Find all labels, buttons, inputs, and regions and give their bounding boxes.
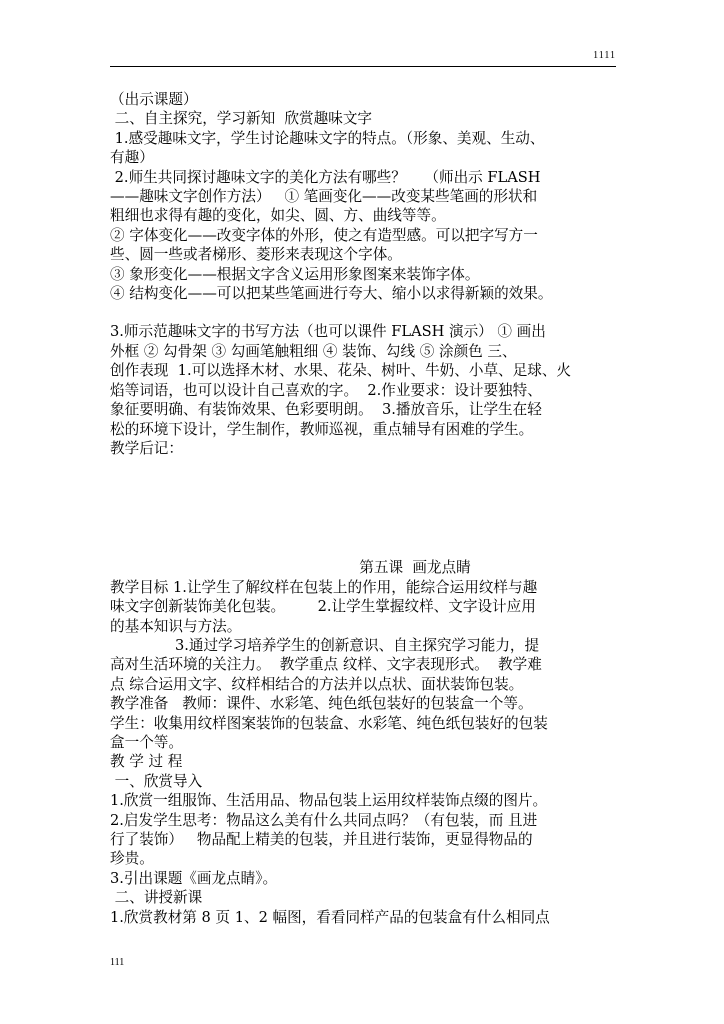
text-line: 1.感受趣味文字，学生讨论趣味文字的特点。（形象、美观、生动、	[110, 129, 545, 147]
text-line: 教学后记：	[110, 439, 183, 457]
text-line: 珍贵。	[110, 850, 154, 868]
text-line: 粗细也求得有趣的变化，如尖、圆、方、曲线等等。	[110, 207, 446, 225]
text-line: ④ 结构变化——可以把某些笔画进行夸大、缩小以求得新颖的效果。	[110, 285, 553, 303]
lesson-title: 第五课 画龙点睛	[359, 559, 471, 577]
text-line: 学生：收集用纹样图案装饰的包装盒、水彩笔、纯色纸包装好的包装	[110, 714, 548, 732]
text-line: 味文字创新装饰美化包装。 2.让学生掌握纹样、文字设计应用	[110, 598, 536, 616]
lesson-title-wrap	[110, 558, 620, 577]
text-line: 松的环境下设计，学生制作，教师巡视，重点辅导有困难的学生。	[110, 420, 534, 438]
text-line: 一、欣赏导入	[110, 772, 203, 790]
text-line: 教学准备 教师：课件、水彩笔、纯色纸包装好的包装盒一个等。	[110, 695, 533, 713]
document-body	[110, 90, 620, 927]
text-line: （出示课题）	[110, 91, 198, 108]
text-line: 1.欣赏一组服饰、生活用品、物品包装上运用纹样装饰点缀的图片。	[110, 792, 548, 810]
text-line: ② 字体变化——改变字体的外形，使之有造型感。可以把字写方一	[110, 226, 538, 244]
spacer	[110, 303, 620, 322]
spacer	[110, 458, 620, 558]
header-page-number: 1111	[593, 50, 616, 61]
text-line: 行了装饰） 物品配上精美的包装，并且进行装饰，更显得物品的	[110, 831, 533, 848]
text-line: 2.启发学生思考：物品这么美有什么共同点吗？（有包装，而 且进	[110, 811, 538, 829]
text-line: ③ 象形变化——根据文字含义运用形象图案来装饰字体。	[110, 265, 480, 283]
text-line: 的基本知识与方法。	[110, 617, 242, 635]
text-line: 外框 ② 勾骨架 ③ 勾画笔触粗细 ④ 装饰、勾线 ⑤ 涂颜色 三、	[110, 342, 517, 360]
header-rule	[110, 66, 616, 67]
text-line: 创作表现 1.可以选择木材、水果、花朵、树叶、牛奶、小草、足球、火	[110, 362, 572, 380]
text-line: 有趣）	[110, 149, 154, 167]
text-line: 焰等词语，也可以设计自己喜欢的字。 2.作业要求：设计要独特、	[110, 381, 542, 399]
section-appreciate-fun-text	[110, 90, 620, 303]
text-line: 高对生活环境的关注力。 教学重点 纹样、文字表现形式。 教学难	[110, 656, 542, 674]
text-line: 3.通过学习培养学生的创新意识、自主探究学习能力，提	[110, 636, 540, 654]
section-lesson-five	[110, 578, 620, 927]
text-line: 3.引出课题《画龙点睛》。	[110, 869, 278, 887]
text-line: 二、自主探究，学习新知 欣赏趣味文字	[110, 110, 373, 128]
text-line: 2.师生共同探讨趣味文字的美化方法有哪些？ （师出示 FLASH	[110, 168, 541, 186]
text-line: 象征要明确、有装饰效果、色彩要明朗。 3.播放音乐，让学生在轻	[110, 401, 542, 419]
footer-page-number: 111	[110, 957, 125, 968]
text-line: 二、讲授新课	[110, 889, 203, 907]
text-line: 教 学 过 程	[110, 753, 183, 771]
text-line: 教学目标 1.让学生了解纹样在包装上的作用，能综合运用纹样与趣	[110, 578, 538, 596]
text-line: 点 综合运用文字、纹样相结合的方法并以点状、面状装饰包装。	[110, 675, 524, 693]
text-line: 些、圆一些或者梯形、菱形来表现这个字体。	[110, 246, 402, 264]
text-line: 盒一个等。	[110, 733, 183, 751]
section-demonstration	[110, 322, 620, 458]
text-line: ——趣味文字创作方法） ① 笔画变化——改变某些笔画的形状和	[110, 188, 538, 206]
text-line: 1.欣赏教材第 8 页 1、2 幅图，看看同样产品的包装盒有什么相同点	[110, 908, 550, 926]
text-line: 3.师示范趣味文字的书写方法（也可以课件 FLASH 演示） ① 画出	[110, 323, 546, 341]
